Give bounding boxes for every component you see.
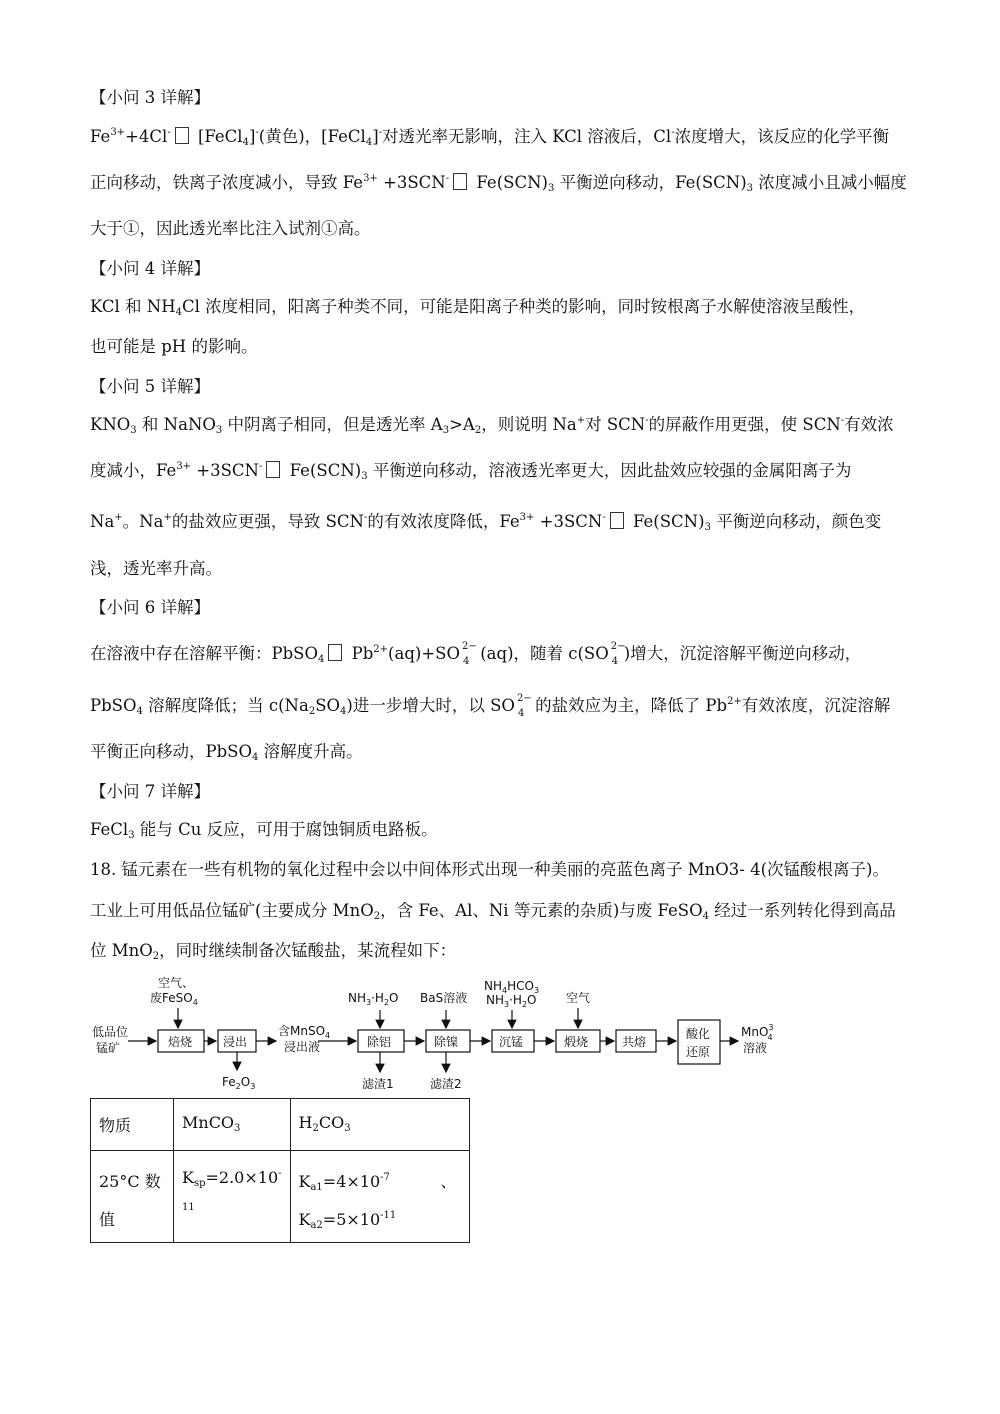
step-acid-box (678, 1020, 720, 1064)
constants-table (90, 1098, 470, 1243)
q18-line2: 工业上可用低品位锰矿(主要成分 MnO$_2$，含 Fe、Al、Ni 等元素的杂质)与废 FeSO$_4$ 经过一系列转化得到高品 (90, 901, 896, 922)
flow-reagent-al: $NH_3\cdot H_2O$ (348, 991, 399, 1007)
heading-q5: 【小问 5 详解】 (90, 377, 210, 396)
flow-step-melt: 共熔 (622, 1035, 647, 1049)
q5-line2: 度减小，$Fe^{3+} +3SCN^-$ $Fe(SCN)_3$ 平衡逆向移动，溶液透光率更大，因此盐效应较强的金属阳离子为 (90, 461, 852, 482)
equilibrium-arrow-icon (266, 461, 280, 478)
flow-input-label-1: 低品位 (92, 1025, 129, 1039)
step-roast-box (158, 1030, 204, 1052)
q4-line2: 也可能是 pH 的影响。 (90, 337, 258, 356)
step-melt-box (616, 1030, 656, 1052)
table-header-mnco3: MnCO$_3$ (174, 1099, 291, 1151)
flow-step-al: 除铝 (367, 1035, 392, 1049)
flow-reagent-ni: BaS溶液 (420, 991, 468, 1005)
equilibrium-arrow-icon (453, 173, 467, 190)
flow-step-acid-2: 还原 (686, 1045, 711, 1059)
flow-mid-label-2: 浸出液 (284, 1040, 321, 1054)
q18-line1: 18. 锰元素在一些有机物的氧化过程中会以中间体形式出现一种美丽的亮蓝色离子 MnO3- 4(次锰酸根离子)。 (90, 860, 889, 879)
equilibrium-arrow-icon (175, 127, 189, 144)
flow-output-1: MnO$^3$ 4 (741, 1023, 774, 1042)
flow-air-label: 空气、 (158, 976, 195, 990)
flow-reagent-air: 空气 (566, 991, 591, 1005)
flow-mid-label-1: 含MnSO$_4$ (278, 1024, 331, 1040)
q3-line1: $Fe^{3+}+4Cl^-$ [FeCl$_4$]-(黄色)，[FeCl$_4$]-对透光率无影响，注入 KCl 溶液后，Cl-浓度增大，该反应的化学平衡 (90, 127, 890, 148)
flow-step-roast: 焙烧 (168, 1035, 193, 1049)
q7-line1: FeCl$_3$ 能与 Cu 反应，可用于腐蚀铜质电路板。 (90, 820, 438, 841)
q5-line1: $KNO_3$ 和 NaNO$_3$ 中阴离子相同，但是透光率 $A_3>A_2$，则说明 Na+对 SCN-的屏蔽作用更强，使 SCN-有效浓 (90, 415, 894, 436)
step-leach-box (218, 1030, 256, 1052)
q6-line3: 平衡正向移动，PbSO$_4$ 溶解度升高。 (90, 742, 363, 763)
q3-line3: 大于①，因此透光率比注入试剂①高。 (90, 219, 371, 238)
q5-line3: Na+。Na+的盐效应更强，导致 SCN-的有效浓度降低，$Fe^{3+} +3SCN^-$ $Fe(SCN)_3$ 平衡逆向移动，颜色变 (90, 512, 882, 533)
table-cell-ka: $K_{a1}=4\times 10^{-7}$ 、 $K_{a2}=5\times 10^{-11}$ (290, 1151, 469, 1243)
table-header-substance: 物质 (91, 1099, 174, 1151)
flow-output-2: 溶液 (743, 1041, 768, 1055)
flow-feso4-label: 废FeSO$_4$ (150, 991, 198, 1007)
table-cell-ksp: $K_{sp}=2.0\times 10^-$ $^{11}$ (174, 1151, 291, 1243)
heading-q3: 【小问 3 详解】 (90, 88, 210, 107)
step-mn-box (492, 1030, 534, 1052)
flow-step-calc: 煅烧 (564, 1035, 589, 1049)
step-ni-box (426, 1030, 470, 1052)
flow-reagent-mn-1: $NH_4HCO_3$ (484, 979, 540, 995)
flow-fe2o3-label: $Fe_2O_3$ (222, 1075, 256, 1091)
q18-line3: 位 MnO$_2$，同时继续制备次锰酸盐，某流程如下： (90, 941, 457, 962)
heading-q7: 【小问 7 详解】 (90, 782, 210, 801)
table-header-h2co3: $H_2CO_3$ (290, 1099, 469, 1151)
flow-input-label-2: 锰矿 (96, 1041, 121, 1055)
table-row (91, 1099, 470, 1151)
equilibrium-arrow-icon (610, 512, 624, 529)
flow-step-ni: 除镍 (434, 1035, 459, 1049)
flow-reagent-mn-2: $NH_3\cdot H_2O$ (486, 993, 537, 1009)
q5-line4: 浅，透光率升高。 (90, 559, 222, 578)
table-cell-temp: 25°C 数 值 (91, 1151, 174, 1243)
heading-q6: 【小问 6 详解】 (90, 598, 210, 617)
heading-q4: 【小问 4 详解】 (90, 259, 210, 278)
q6-line1: 在溶液中存在溶解平衡：PbSO$_4$ $Pb^{2+}(aq)+SO$ 2− 4 (aq)，随着 c(SO 2− 4 )增大，沉淀溶解平衡逆向移动， (90, 641, 862, 667)
q3-line2: 正向移动，铁离子浓度减小，导致 $Fe^{3+} +3SCN^-$ $Fe(SCN)_3$ 平衡逆向移动，$Fe(SCN)_3$ 浓度减小且减小幅度 (90, 173, 907, 194)
step-al-box (358, 1030, 404, 1052)
table-row (91, 1151, 470, 1243)
q6-line2: PbSO$_4$ 溶解度降低；当 $c(Na_2SO_4)$进一步增大时，以 SO 2− 4 的盐效应为主，降低了 $Pb^{2+}$有效浓度，沉淀溶解 (90, 693, 891, 719)
flow-residue-1: 滤渣1 (362, 1077, 394, 1091)
q4-line1: KCl 和 $NH_4Cl$ 浓度相同，阳离子种类不同，可能是阳离子种类的影响，同时铵根离子水解使溶液呈酸性， (90, 297, 866, 318)
step-calc-box (556, 1030, 600, 1052)
flow-step-mn: 沉锰 (499, 1035, 524, 1049)
equilibrium-arrow-icon (328, 644, 342, 661)
flow-step-leach: 浸出 (223, 1035, 248, 1049)
flow-step-acid-1: 酸化 (686, 1027, 711, 1041)
flow-residue-2: 滤渣2 (430, 1077, 462, 1091)
